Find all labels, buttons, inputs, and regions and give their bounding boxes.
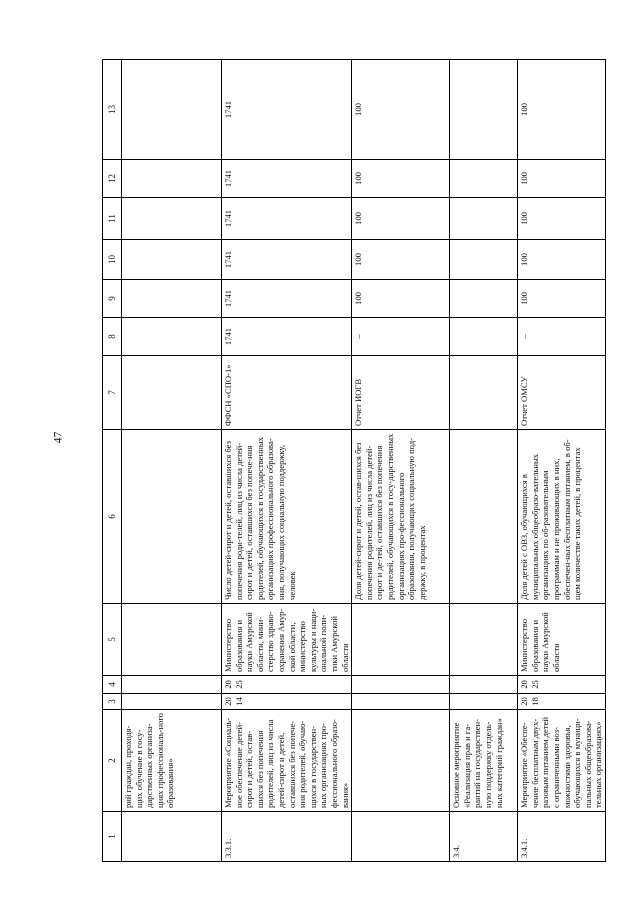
- value-cell: 100: [352, 60, 450, 160]
- row-number-cell: [352, 812, 450, 862]
- event-name-cell: Мероприятие «Социаль-ное обеспечение детей-сирот и детей, остав-шихся без попечения родителей, лиц из числа детей-сирот и детей, оставшихся без попече-ния родителей, обучаю-щихся в государствен-ных организациях про-фессионального образо-вания»: [222, 710, 352, 812]
- column-number: 5: [103, 604, 122, 676]
- event-name-cell: Мероприятие «Обеспе-чение бесплатным двух-разовым питанием детей с ограниченными воз-можностями здоровья, обучающихся в муници-пальных общеобразова-тельных организациях»: [518, 710, 606, 812]
- column-number: 9: [103, 280, 122, 318]
- rotated-table-container: [102, 60, 604, 862]
- value-cell: [122, 160, 222, 198]
- value-cell: 1741: [222, 280, 352, 318]
- end-year-cell: [352, 676, 450, 694]
- value-cell: [450, 280, 518, 318]
- value-cell: 100: [352, 240, 450, 280]
- column-number: 11: [103, 198, 122, 240]
- value-cell: [450, 60, 518, 160]
- indicator-cell: [450, 430, 518, 604]
- value-cell: 100: [518, 280, 606, 318]
- value-cell: 1741: [222, 60, 352, 160]
- value-cell: 100: [352, 280, 450, 318]
- indicator-cell: [122, 430, 222, 604]
- value-cell: 100: [352, 198, 450, 240]
- executor-cell: [122, 604, 222, 676]
- source-cell: [122, 356, 222, 430]
- column-number: 13: [103, 60, 122, 160]
- row-number-cell: 3.4.: [450, 812, 518, 862]
- value-cell: 100: [518, 60, 606, 160]
- table-row: [450, 60, 518, 862]
- value-cell: –: [352, 318, 450, 356]
- executor-cell: Министерство образования и науки Амурской области, мини-стерство здраво-охранения Амур-ской области, министерство культуры и наци-ональной поли-тики Амурской области: [222, 604, 352, 676]
- column-number: 2: [103, 710, 122, 812]
- value-cell: 100: [518, 198, 606, 240]
- event-name-cell: Основное мероприятие «Реализация прав и га-рантий на государствен-ную поддержку отдель-ных категорий граждан»: [450, 710, 518, 812]
- column-number: 1: [103, 812, 122, 862]
- value-cell: [122, 280, 222, 318]
- column-number: 7: [103, 356, 122, 430]
- indicator-cell: Число детей-сирот и детей, оставшихся без попечения роди-телей, лиц из числа детей-сирот и детей, оставшихся без попече-ния родителей, обучающихся в государственных организациях профессионального образова-ния, получающих социальную поддержку, человек: [222, 430, 352, 604]
- column-number: 12: [103, 160, 122, 198]
- table-row: [518, 60, 606, 862]
- end-year-cell: [450, 676, 518, 694]
- page-number: 47: [50, 431, 65, 444]
- value-cell: [450, 198, 518, 240]
- column-number: 6: [103, 430, 122, 604]
- program-indicators-table: [102, 59, 606, 862]
- source-cell: Отчет ОМСУ: [518, 356, 606, 430]
- table-row: [352, 60, 450, 862]
- executor-cell: [450, 604, 518, 676]
- value-cell: [122, 198, 222, 240]
- end-year-cell: 2025: [222, 676, 352, 694]
- start-year-cell: [352, 694, 450, 710]
- value-cell: 1741: [222, 240, 352, 280]
- row-number-cell: 3.4.1.: [518, 812, 606, 862]
- column-number: 8: [103, 318, 122, 356]
- column-number: 3: [103, 694, 122, 710]
- table-row: [122, 60, 222, 862]
- value-cell: [450, 318, 518, 356]
- event-name-cell: рий граждан, проходя-щих обучение в госу-дарственных организа-циях профессиональ-ного образования»: [122, 710, 222, 812]
- column-number-row: [103, 60, 122, 862]
- start-year-cell: 2014: [222, 694, 352, 710]
- start-year-cell: [450, 694, 518, 710]
- row-number-cell: [122, 812, 222, 862]
- value-cell: 1741: [222, 160, 352, 198]
- start-year-cell: 2018: [518, 694, 606, 710]
- executor-cell: Министерство образования и науки Амурской области: [518, 604, 606, 676]
- indicator-cell: Доля детей-сирот и детей, остав-шихся без попечения родителей, лиц из числа детей-сирот и де-тей, оставшихся без попечения родителей, обучающихся в госу-дарственных организациях про-фессионального образования, получающих социальную под-держку, в процентах: [352, 430, 450, 604]
- value-cell: [122, 240, 222, 280]
- value-cell: –: [518, 318, 606, 356]
- source-cell: Отчет ИОГВ: [352, 356, 450, 430]
- end-year-cell: [122, 676, 222, 694]
- row-number-cell: 3.3.1.: [222, 812, 352, 862]
- value-cell: 100: [518, 240, 606, 280]
- value-cell: 100: [518, 160, 606, 198]
- value-cell: [450, 240, 518, 280]
- table-row: [222, 60, 352, 862]
- column-number: 4: [103, 676, 122, 694]
- start-year-cell: [122, 694, 222, 710]
- value-cell: 1741: [222, 318, 352, 356]
- source-cell: [450, 356, 518, 430]
- indicator-cell: Доля детей с ОВЗ, обучающихся в муниципальных общеобразо-вательных организациях по об-разовательным программам и не проживающих в них, обеспечен-ных бесплатным питанием, в об-щем количестве таких детей, в процентах: [518, 430, 606, 604]
- value-cell: [122, 60, 222, 160]
- column-number: 10: [103, 240, 122, 280]
- value-cell: 100: [352, 160, 450, 198]
- end-year-cell: 2025: [518, 676, 606, 694]
- value-cell: [450, 160, 518, 198]
- value-cell: [122, 318, 222, 356]
- value-cell: 1741: [222, 198, 352, 240]
- executor-cell: [352, 604, 450, 676]
- event-name-cell: [352, 710, 450, 812]
- source-cell: ФФСН «СПО-1»: [222, 356, 352, 430]
